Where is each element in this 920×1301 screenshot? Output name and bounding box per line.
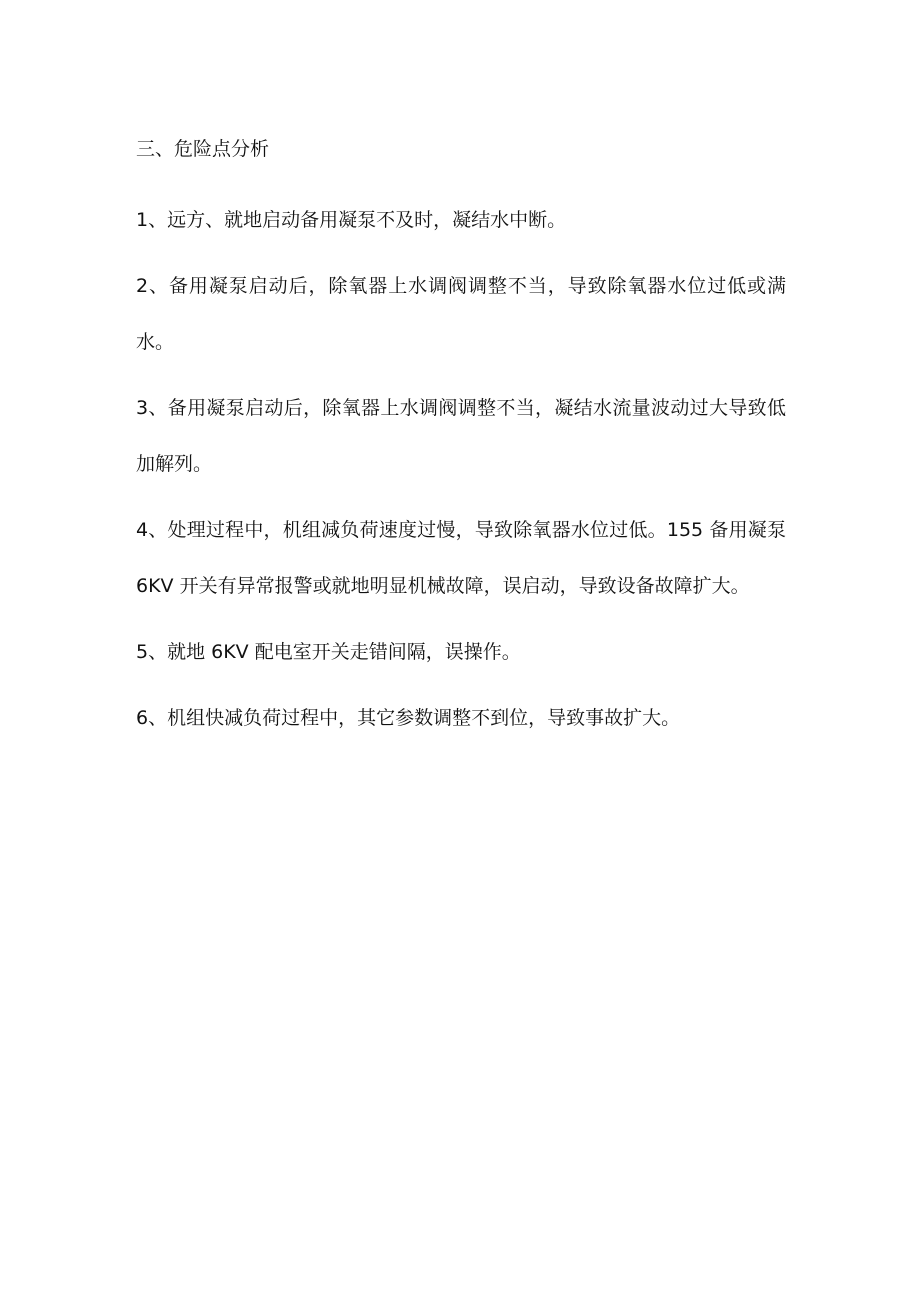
- list-item-1: 1、远方、就地启动备用凝泵不及时，凝结水中断。: [136, 209, 567, 231]
- list-item-6: 6、机组快减负荷过程中，其它参数调整不到位，导致事故扩大。: [136, 707, 681, 729]
- list-item-4: 4、处理过程中，机组减负荷速度过慢，导致除氧器水位过低。155 备用凝泵 6KV 开关有异常报警或就地明显机械故障，误启动，导致设备故障扩大。: [136, 519, 786, 597]
- list-item-2: 2、备用凝泵启动后，除氧器上水调阀调整不当，导致除氧器水位过低或满水。: [136, 275, 786, 353]
- list-item-5: 5、就地 6KV 配电室开关走错间隔，误操作。: [136, 641, 521, 663]
- document-page: [136, 128, 786, 756]
- list-item-3: 3、备用凝泵启动后，除氧器上水调阀调整不当，凝结水流量波动过大导致低加解列。: [136, 397, 786, 475]
- section-heading: 三、危险点分析: [136, 138, 270, 160]
